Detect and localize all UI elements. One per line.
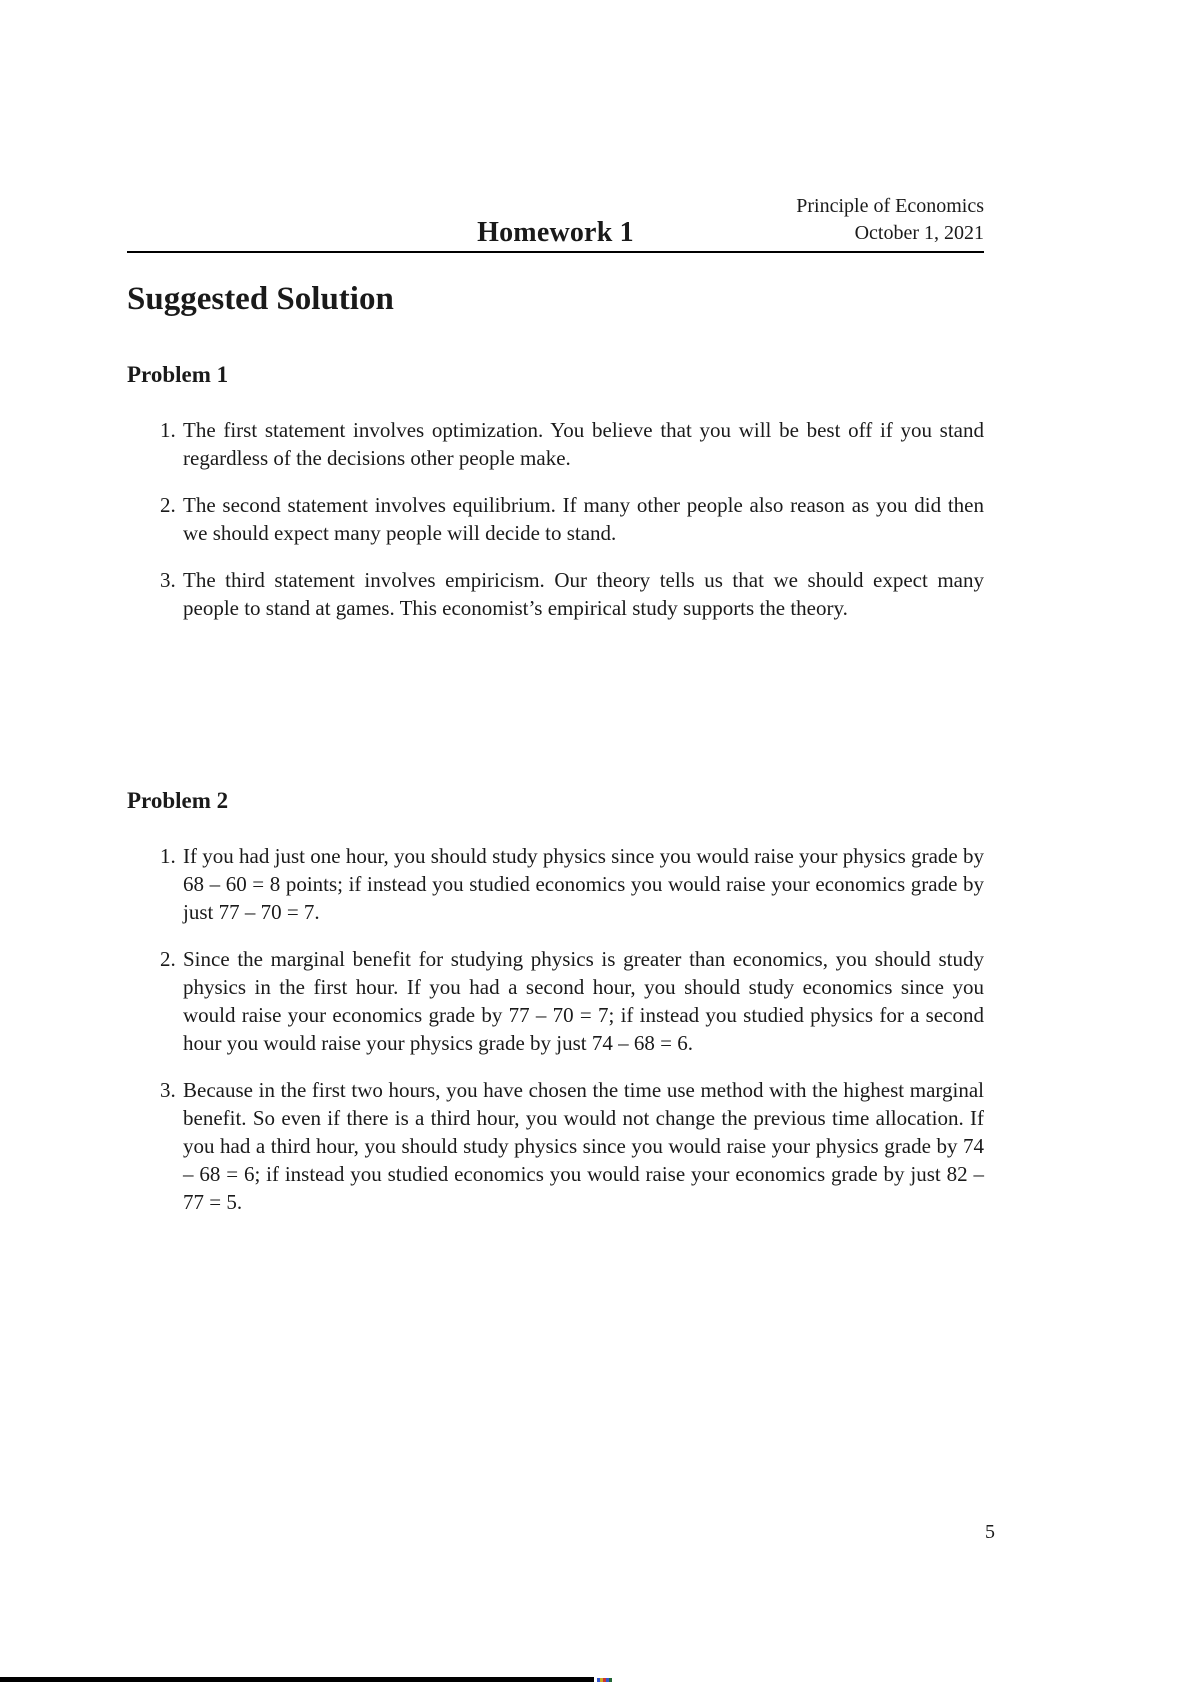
course-name: Principle of Economics [796, 195, 984, 217]
answer-item: 2. The second statement involves equilibrium. If many other people also reason as you did then we should expect many people will decide to stand. [181, 491, 984, 547]
text-block [127, 193, 984, 1216]
problem-1-answer-list [127, 416, 984, 622]
answer-item: 3. Because in the first two hours, you have chosen the time use method with the highest marginal benefit. So even if there is a third hour, you would not change the previous time allocation. If you had a third hour, you should study physics since you would raise your physics grade by 74 – 68 = 6; if instead you studied economics you would raise your economics grade by just 82 – 77 = 5. [181, 1076, 984, 1216]
page-header [127, 193, 984, 253]
page-number: 5 [985, 1521, 995, 1543]
answer-item: 2. Since the marginal benefit for studying physics is greater than economics, you should study physics in the first hour. If you had a second hour, you should study economics since you would raise your economics grade by 77 – 70 = 7; if instead you studied physics for a second hour you would raise your physics grade by just 74 – 68 = 6. [181, 945, 984, 1057]
bottom-edge-bar [0, 1677, 594, 1682]
bottom-edge-fragment [597, 1678, 612, 1682]
section-title: Suggested Solution [127, 281, 394, 317]
answer-item: 3. The third statement involves empiricism. Our theory tells us that we should expect many people to stand at games. This economist’s empirical study supports the theory. [181, 566, 984, 622]
problem-2-heading: Problem 2 [127, 788, 229, 813]
answer-item: 1. The first statement involves optimization. You believe that you will be best off if you stand regardless of the decisions other people make. [181, 416, 984, 472]
answer-item: 1. If you had just one hour, you should study physics since you would raise your physics grade by 68 – 60 = 8 points; if instead you studied economics you would raise your economics grade by just 77 – 70 = 7. [181, 842, 984, 926]
document-title: Homework 1 [477, 217, 634, 248]
document-date: October 1, 2021 [854, 222, 984, 244]
problem-1-heading: Problem 1 [127, 362, 229, 387]
problem-2-answer-list [127, 842, 984, 1216]
